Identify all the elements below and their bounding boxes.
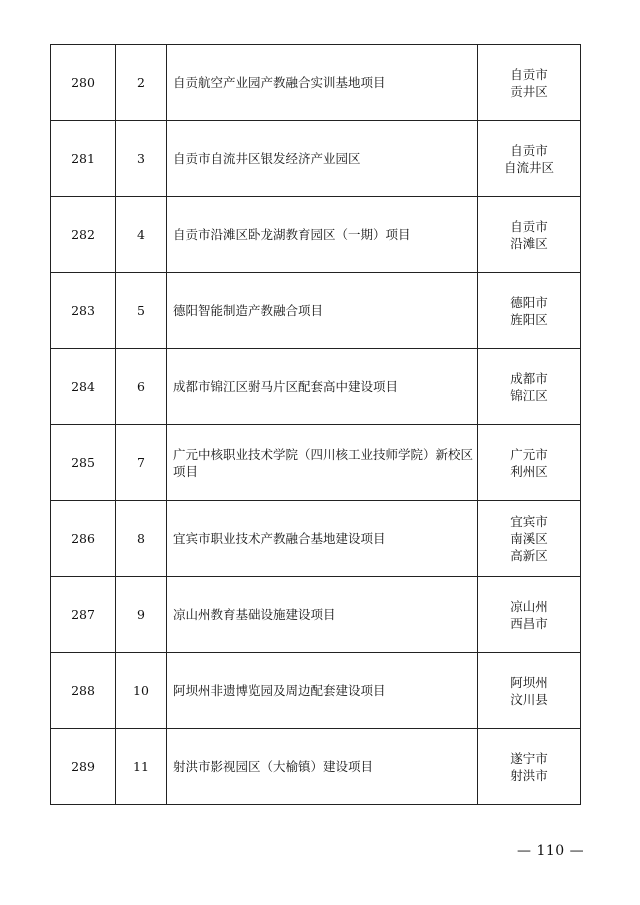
location-line: 宜宾市 bbox=[510, 514, 548, 529]
row-sub-number: 5 bbox=[116, 273, 167, 349]
location-line: 自贡市 bbox=[510, 142, 548, 158]
location-line: 利州区 bbox=[510, 463, 548, 479]
table-row bbox=[51, 501, 581, 577]
row-project-name: 自贡航空产业园产教融合实训基地项目 bbox=[167, 45, 478, 121]
table-row bbox=[51, 197, 581, 273]
row-project-name: 成都市锦江区驸马片区配套高中建设项目 bbox=[167, 349, 478, 425]
row-location bbox=[478, 425, 581, 501]
location-line: 自贡市 bbox=[510, 218, 548, 234]
table-row bbox=[51, 349, 581, 425]
location-line: 南溪区 bbox=[510, 531, 548, 546]
row-location bbox=[478, 273, 581, 349]
location-line: 阿坝州 bbox=[510, 674, 548, 690]
row-sub-number: 9 bbox=[116, 577, 167, 653]
location-line: 西昌市 bbox=[510, 615, 548, 631]
table-row bbox=[51, 729, 581, 805]
location-line: 凉山州 bbox=[510, 598, 548, 614]
location-line: 旌阳区 bbox=[510, 311, 548, 327]
location-line: 高新区 bbox=[510, 548, 548, 563]
location-line: 成都市 bbox=[510, 370, 548, 386]
row-location bbox=[478, 501, 581, 577]
table-row bbox=[51, 653, 581, 729]
location-line: 汶川县 bbox=[510, 691, 548, 707]
row-location bbox=[478, 197, 581, 273]
row-seq-number: 287 bbox=[51, 577, 116, 653]
row-sub-number: 6 bbox=[116, 349, 167, 425]
row-project-name: 自贡市沿滩区卧龙湖教育园区（一期）项目 bbox=[167, 197, 478, 273]
row-project-name: 凉山州教育基础设施建设项目 bbox=[167, 577, 478, 653]
project-table bbox=[50, 44, 581, 805]
location-line: 德阳市 bbox=[510, 294, 548, 310]
row-seq-number: 282 bbox=[51, 197, 116, 273]
row-sub-number: 3 bbox=[116, 121, 167, 197]
row-location bbox=[478, 45, 581, 121]
location-line: 锦江区 bbox=[510, 387, 548, 403]
row-sub-number: 4 bbox=[116, 197, 167, 273]
location-line: 自贡市 bbox=[510, 66, 548, 82]
row-project-name: 自贡市自流井区银发经济产业园区 bbox=[167, 121, 478, 197]
table-row bbox=[51, 577, 581, 653]
row-project-name: 射洪市影视园区（大榆镇）建设项目 bbox=[167, 729, 478, 805]
row-sub-number: 10 bbox=[116, 653, 167, 729]
row-project-name: 广元中核职业技术学院（四川核工业技师学院）新校区项目 bbox=[167, 425, 478, 501]
row-seq-number: 288 bbox=[51, 653, 116, 729]
row-seq-number: 285 bbox=[51, 425, 116, 501]
location-line: 沿滩区 bbox=[510, 235, 548, 251]
row-location bbox=[478, 349, 581, 425]
row-seq-number: 286 bbox=[51, 501, 116, 577]
row-project-name: 阿坝州非遗博览园及周边配套建设项目 bbox=[167, 653, 478, 729]
location-line: 自流井区 bbox=[503, 159, 554, 175]
row-sub-number: 11 bbox=[116, 729, 167, 805]
row-location bbox=[478, 121, 581, 197]
location-line: 广元市 bbox=[510, 446, 548, 462]
row-location bbox=[478, 653, 581, 729]
table-row bbox=[51, 121, 581, 197]
location-line: 贡井区 bbox=[510, 83, 548, 99]
table-row bbox=[51, 425, 581, 501]
row-location bbox=[478, 577, 581, 653]
row-sub-number: 8 bbox=[116, 501, 167, 577]
row-sub-number: 7 bbox=[116, 425, 167, 501]
table-row bbox=[51, 45, 581, 121]
table-body bbox=[51, 45, 581, 805]
row-project-name: 宜宾市职业技术产教融合基地建设项目 bbox=[167, 501, 478, 577]
row-seq-number: 280 bbox=[51, 45, 116, 121]
page-number: — 110 — bbox=[517, 843, 585, 859]
row-project-name: 德阳智能制造产教融合项目 bbox=[167, 273, 478, 349]
row-seq-number: 289 bbox=[51, 729, 116, 805]
table-row bbox=[51, 273, 581, 349]
row-seq-number: 281 bbox=[51, 121, 116, 197]
row-seq-number: 283 bbox=[51, 273, 116, 349]
row-location bbox=[478, 729, 581, 805]
location-line: 遂宁市 bbox=[510, 750, 548, 766]
row-sub-number: 2 bbox=[116, 45, 167, 121]
row-seq-number: 284 bbox=[51, 349, 116, 425]
location-line: 射洪市 bbox=[510, 767, 548, 783]
